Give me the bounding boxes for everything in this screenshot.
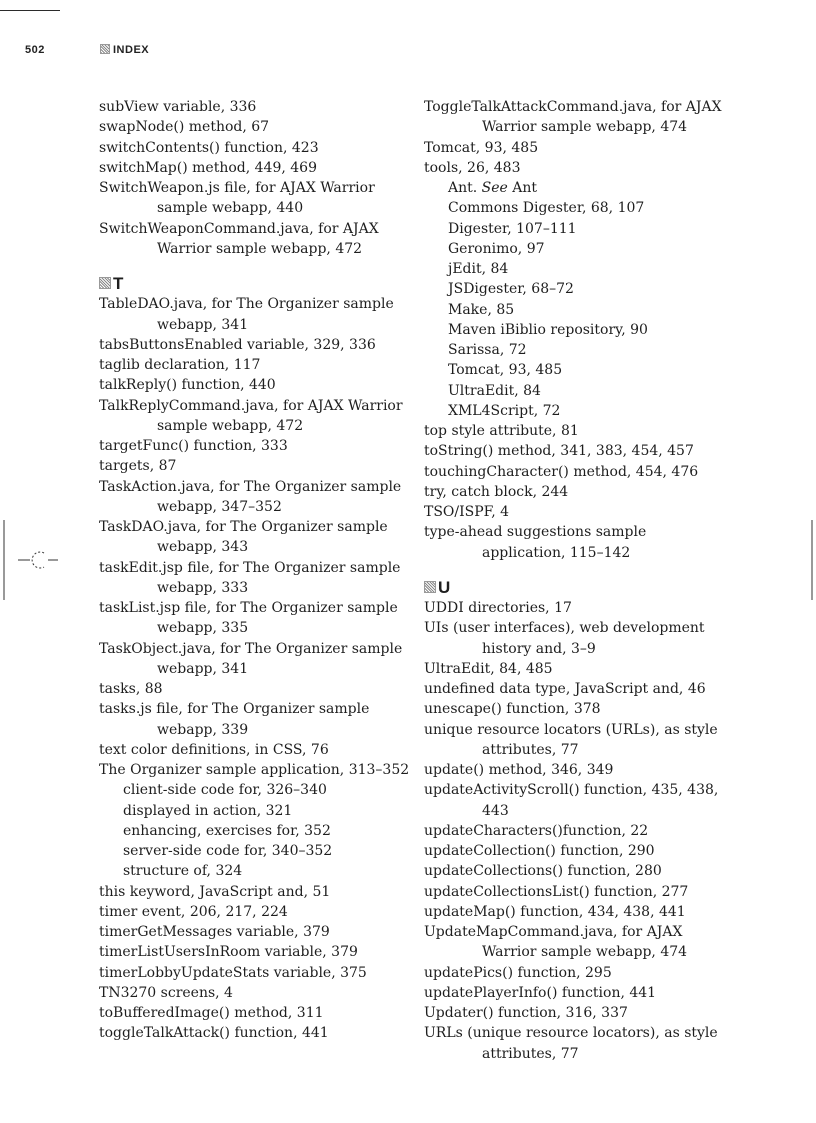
- index-entry: [99, 902, 409, 922]
- index-entry: [424, 922, 744, 963]
- entry-text: taglib declaration, 117: [99, 357, 261, 373]
- entry-continuation: webapp, 347–352: [157, 498, 282, 515]
- entry-text: ToggleTalkAttackCommand.java, for AJAX: [424, 99, 722, 115]
- index-entry: [424, 462, 744, 482]
- index-entry: [424, 760, 744, 780]
- entry-text: updatePics() function, 295: [424, 964, 612, 981]
- section-title: [100, 44, 149, 56]
- index-entry: [424, 659, 744, 679]
- index-entry: [99, 942, 409, 962]
- entry-text: toBufferedImage() method, 311: [99, 1005, 324, 1021]
- index-entry: [424, 902, 744, 922]
- index-entry: [424, 882, 744, 902]
- section-label: INDEX: [113, 44, 150, 56]
- entry-continuation: webapp, 335: [157, 620, 249, 637]
- index-entry: [99, 1023, 409, 1043]
- entry-text: JSDigester, 68–72: [448, 281, 574, 298]
- entry-text: Geronimo, 97: [448, 240, 545, 257]
- top-rule: [0, 10, 60, 11]
- index-subentry: [424, 239, 744, 259]
- entry-continuation: attributes, 77: [482, 741, 579, 758]
- index-entry: [424, 699, 744, 719]
- index-subentry: [424, 381, 744, 401]
- entry-continuation: webapp, 341: [157, 316, 249, 333]
- index-entry: [424, 1023, 744, 1064]
- entry-text: client-side code for, 326–340: [123, 782, 327, 799]
- entry-text: TN3270 screens, 4: [99, 984, 233, 1001]
- entry-continuation: 443: [482, 802, 509, 819]
- entry-text: tabsButtonsEnabled variable, 329, 336: [99, 336, 376, 353]
- entry-text: tools, 26, 483: [424, 159, 521, 176]
- crop-mark-right-icon: [806, 520, 816, 600]
- entry-text: timer event, 206, 217, 224: [99, 903, 288, 920]
- entry-continuation: webapp, 341: [157, 660, 249, 677]
- entry-text: timerGetMessages variable, 379: [99, 924, 330, 940]
- index-subentry: [424, 219, 744, 239]
- entry-text: update() method, 346, 349: [424, 762, 614, 778]
- letter-heading-text: U: [438, 577, 451, 597]
- entry-text: Maven iBiblio repository, 90: [448, 321, 648, 338]
- entry-text: Commons Digester, 68, 107: [448, 200, 645, 217]
- entry-text: XML4Script, 72: [448, 402, 561, 419]
- entry-text: updatePlayerInfo() function, 441: [424, 984, 657, 1001]
- entry-continuation: webapp, 333: [157, 579, 249, 596]
- entry-continuation: Warrior sample webapp, 472: [157, 240, 363, 257]
- hatch-icon: [100, 44, 110, 54]
- index-entry: [99, 477, 409, 518]
- index-entry: [99, 922, 409, 942]
- entry-text: toggleTalkAttack() function, 441: [99, 1025, 329, 1042]
- index-subentry: [424, 360, 744, 380]
- index-subentry: [99, 801, 409, 821]
- entry-text: UDDI directories, 17: [424, 600, 572, 616]
- index-subentry: [99, 821, 409, 841]
- entry-text: try, catch block, 244: [424, 483, 569, 500]
- hatch-icon: [424, 581, 436, 593]
- entry-text: talkReply() function, 440: [99, 377, 276, 394]
- entry-text: Updater() function, 316, 337: [424, 1005, 628, 1021]
- entry-text: enhancing, exercises for, 352: [123, 822, 331, 839]
- index-entry: [99, 138, 409, 158]
- index-column-left: [99, 97, 409, 1044]
- index-entry: [424, 138, 744, 158]
- entry-text: Ant. See Ant: [448, 180, 538, 196]
- entry-text: SwitchWeaponCommand.java, for AJAX: [99, 220, 379, 237]
- see-reference: See: [481, 180, 508, 196]
- entry-text: Digester, 107–111: [448, 220, 577, 237]
- entry-text: updateCollectionsList() function, 277: [424, 883, 689, 900]
- index-entry: [99, 517, 409, 558]
- index-entry: [424, 780, 744, 821]
- entry-text: TableDAO.java, for The Organizer sample: [99, 296, 394, 313]
- entry-continuation: attributes, 77: [482, 1045, 579, 1062]
- entry-text: TaskAction.java, for The Organizer sample: [99, 478, 402, 495]
- index-subentry: [424, 401, 744, 421]
- index-subentry: [99, 861, 409, 881]
- entry-text: The Organizer sample application, 313–352: [99, 762, 410, 778]
- index-entry: [99, 679, 409, 699]
- entry-text: targets, 87: [99, 458, 177, 475]
- index-entry: [424, 720, 744, 761]
- entry-continuation: application, 115–142: [482, 544, 631, 561]
- entry-text: Tomcat, 93, 485: [448, 362, 563, 379]
- index-entry: [424, 522, 744, 563]
- entry-text: UIs (user interfaces), web development: [424, 620, 705, 637]
- entry-text: updateActivityScroll() function, 435, 438,: [424, 782, 719, 799]
- index-column-right: [424, 97, 744, 1064]
- index-entry: [99, 436, 409, 456]
- index-entry: [99, 983, 409, 1003]
- index-entry: [99, 396, 409, 437]
- entry-text: unescape() function, 378: [424, 701, 601, 718]
- index-entry: [99, 963, 409, 983]
- entry-text: server-side code for, 340–352: [123, 843, 333, 859]
- index-subentry: [424, 279, 744, 299]
- index-entry: [424, 861, 744, 881]
- index-entry: [99, 1003, 409, 1023]
- entry-text: taskList.jsp file, for The Organizer sample: [99, 600, 398, 616]
- entry-text: taskEdit.jsp file, for The Organizer sample: [99, 559, 401, 576]
- entry-continuation: Warrior sample webapp, 474: [482, 944, 688, 961]
- entry-text: swapNode() method, 67: [99, 119, 270, 136]
- entry-text: TalkReplyCommand.java, for AJAX Warrior: [99, 397, 403, 414]
- index-entry: [424, 502, 744, 522]
- index-subentry: [99, 841, 409, 861]
- index-entry: [99, 456, 409, 476]
- index-entry: [99, 699, 409, 740]
- entry-text: switchMap() method, 449, 469: [99, 159, 317, 176]
- letter-heading: [99, 274, 409, 294]
- index-entry: [424, 441, 744, 461]
- index-entry: [99, 178, 409, 219]
- index-entry: [99, 558, 409, 599]
- index-subentry: [424, 320, 744, 340]
- entry-text: jEdit, 84: [448, 261, 509, 277]
- entry-continuation: Warrior sample webapp, 474: [482, 119, 688, 136]
- index-entry: [99, 639, 409, 680]
- entry-text: updateCollection() function, 290: [424, 843, 655, 859]
- index-entry: [424, 841, 744, 861]
- entry-text: SwitchWeapon.js file, for AJAX Warrior: [99, 180, 375, 196]
- index-entry: [99, 294, 409, 335]
- index-entry: [424, 679, 744, 699]
- index-entry: [99, 117, 409, 137]
- index-entry: [424, 97, 744, 138]
- index-entry: [99, 760, 409, 780]
- entry-text: switchContents() function, 423: [99, 139, 319, 156]
- entry-text: text color definitions, in CSS, 76: [99, 741, 329, 758]
- entry-text: type-ahead suggestions sample: [424, 524, 647, 541]
- index-subentry: [424, 259, 744, 279]
- index-entry: [99, 598, 409, 639]
- entry-text: timerListUsersInRoom variable, 379: [99, 944, 358, 961]
- entry-text: targetFunc() function, 333: [99, 438, 288, 454]
- index-subentry: [424, 300, 744, 320]
- index-subentry: [99, 780, 409, 800]
- index-entry: [424, 1003, 744, 1023]
- index-subentry: [424, 340, 744, 360]
- entry-continuation: sample webapp, 440: [157, 200, 304, 217]
- entry-text: tasks.js file, for The Organizer sample: [99, 701, 370, 718]
- letter-heading: [424, 578, 744, 598]
- entry-continuation: sample webapp, 472: [157, 417, 304, 434]
- index-entry: [424, 821, 744, 841]
- entry-text: TaskDAO.java, for The Organizer sample: [99, 519, 388, 535]
- page-number: 502: [25, 44, 45, 56]
- entry-text: URLs (unique resource locators), as style: [424, 1025, 718, 1042]
- entry-text: touchingCharacter() method, 454, 476: [424, 463, 699, 480]
- entry-continuation: webapp, 339: [157, 721, 249, 738]
- index-subentry: [424, 178, 744, 198]
- crop-mark-icon: [0, 520, 60, 600]
- index-entry: [99, 355, 409, 375]
- index-entry: [99, 375, 409, 395]
- entry-text: tasks, 88: [99, 681, 163, 697]
- entry-text: Tomcat, 93, 485: [424, 139, 539, 156]
- entry-text: subView variable, 336: [99, 99, 257, 115]
- index-entry: [99, 740, 409, 760]
- entry-text: unique resource locators (URLs), as style: [424, 721, 718, 738]
- entry-text: displayed in action, 321: [123, 802, 293, 819]
- entry-text: this keyword, JavaScript and, 51: [99, 883, 331, 900]
- entry-text: TaskObject.java, for The Organizer sample: [99, 640, 403, 657]
- index-subentry: [424, 198, 744, 218]
- entry-continuation: webapp, 343: [157, 539, 249, 556]
- letter-heading-text: T: [113, 274, 124, 293]
- index-entry: [424, 421, 744, 441]
- index-entry: [424, 618, 744, 659]
- index-entry: [99, 97, 409, 117]
- index-entry: [424, 983, 744, 1003]
- index-entry: [424, 158, 744, 178]
- entry-text: updateMap() function, 434, 438, 441: [424, 903, 686, 920]
- index-entry: [424, 598, 744, 618]
- entry-text: TSO/ISPF, 4: [424, 504, 510, 520]
- entry-text: updateCollections() function, 280: [424, 863, 662, 880]
- entry-text: updateCharacters()function, 22: [424, 822, 649, 839]
- entry-text: UltraEdit, 84: [448, 382, 541, 399]
- entry-text: Make, 85: [448, 301, 515, 318]
- entry-text: UltraEdit, 84, 485: [424, 660, 553, 677]
- index-entry: [99, 335, 409, 355]
- index-entry: [424, 482, 744, 502]
- index-entry: [99, 882, 409, 902]
- entry-text: timerLobbyUpdateStats variable, 375: [99, 964, 367, 981]
- entry-text: UpdateMapCommand.java, for AJAX: [424, 924, 683, 940]
- entry-continuation: history and, 3–9: [482, 640, 596, 657]
- hatch-icon: [99, 277, 111, 289]
- entry-text: Sarissa, 72: [448, 342, 527, 358]
- index-entry: [99, 219, 409, 260]
- entry-text: toString() method, 341, 383, 454, 457: [424, 443, 694, 460]
- entry-text: undefined data type, JavaScript and, 46: [424, 681, 706, 697]
- index-entry: [424, 963, 744, 983]
- entry-text: structure of, 324: [123, 863, 243, 880]
- entry-text: top style attribute, 81: [424, 423, 579, 439]
- index-entry: [99, 158, 409, 178]
